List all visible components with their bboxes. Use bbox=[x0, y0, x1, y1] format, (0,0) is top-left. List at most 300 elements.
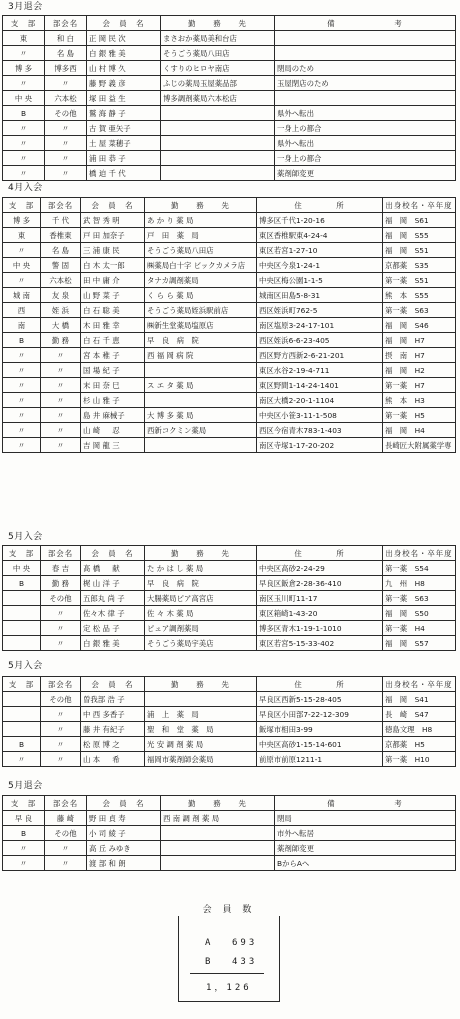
table-cell: 〃 bbox=[41, 423, 81, 438]
table-cell: 〃 bbox=[3, 841, 45, 856]
column-header: 支 部 bbox=[3, 677, 41, 692]
table-cell: 熊 本 H3 bbox=[383, 393, 456, 408]
table-cell: 〃 bbox=[3, 348, 41, 363]
table-cell bbox=[161, 856, 275, 871]
table-cell: 〃 bbox=[41, 348, 81, 363]
table-cell: 博多西 bbox=[45, 61, 87, 76]
table-cell bbox=[3, 692, 41, 707]
table-cell: 摂 南 H7 bbox=[383, 348, 456, 363]
column-header: 部会名 bbox=[45, 16, 87, 31]
table-header-row bbox=[3, 198, 456, 213]
table-cell: 〃 bbox=[41, 636, 81, 651]
table-cell: 早 良 bbox=[3, 811, 45, 826]
table-cell: 勤 務 bbox=[41, 333, 81, 348]
table-row bbox=[3, 348, 456, 363]
table-cell: 佐々木 律 子 bbox=[81, 606, 145, 621]
table-cell: 博 多 bbox=[3, 61, 45, 76]
table-row bbox=[3, 363, 456, 378]
table-row bbox=[3, 752, 456, 767]
table-cell bbox=[145, 438, 257, 453]
table-cell: 南 bbox=[3, 318, 41, 333]
table-cell: 姪 浜 bbox=[41, 303, 81, 318]
table-cell: 白 銀 雅 美 bbox=[87, 46, 161, 61]
table-header-row bbox=[3, 796, 456, 811]
table-cell: 勤 務 bbox=[41, 576, 81, 591]
table-cell: B bbox=[3, 106, 45, 121]
table-cell: 〃 bbox=[41, 393, 81, 408]
count-b-value: 433 bbox=[232, 957, 258, 967]
table-cell: その他 bbox=[45, 826, 87, 841]
table-cell: 市外へ転居 bbox=[275, 826, 456, 841]
table-row bbox=[3, 151, 456, 166]
column-header: 部会名 bbox=[41, 546, 81, 561]
table-cell: B bbox=[3, 333, 41, 348]
table-row bbox=[3, 273, 456, 288]
table-cell: 中央区小笹3-11-1-508 bbox=[257, 408, 383, 423]
table-row bbox=[3, 121, 456, 136]
table-cell: 戸 田 加奈子 bbox=[81, 228, 145, 243]
table-cell: 曽我部 浩 子 bbox=[81, 692, 145, 707]
table-cell: 名 島 bbox=[41, 243, 81, 258]
table-cell: 塚 田 益 生 bbox=[87, 91, 161, 106]
table-row bbox=[3, 46, 456, 61]
table-cell: 中央区今泉1-24-1 bbox=[257, 258, 383, 273]
table-cell bbox=[3, 636, 41, 651]
count-a-label: A bbox=[205, 938, 214, 948]
table-cell bbox=[3, 591, 41, 606]
table-cell: くすりのヒロヤ南店 bbox=[161, 61, 275, 76]
table-cell: ㈱新生堂薬局塩原店 bbox=[145, 318, 257, 333]
table-cell: BからAへ bbox=[275, 856, 456, 871]
table-cell: 中 央 bbox=[3, 258, 41, 273]
column-header: 会 員 名 bbox=[81, 677, 145, 692]
table-cell: ㈱薬局白十字 ビックカメラ店 bbox=[145, 258, 257, 273]
table-row bbox=[3, 636, 456, 651]
table-row bbox=[3, 303, 456, 318]
table-cell: 東区香椎駅東4-24-4 bbox=[257, 228, 383, 243]
table-cell: 県外へ転出 bbox=[275, 106, 456, 121]
table-cell bbox=[161, 106, 275, 121]
table-cell: 〃 bbox=[3, 423, 41, 438]
table-cell bbox=[3, 722, 41, 737]
table-row bbox=[3, 408, 456, 423]
column-header: 会 員 名 bbox=[87, 16, 161, 31]
table-header-row bbox=[3, 546, 456, 561]
table-cell: 東 bbox=[3, 31, 45, 46]
table-cell: 〃 bbox=[3, 856, 45, 871]
table-cell: 長 崎 S47 bbox=[383, 707, 456, 722]
table-cell: 前原市前原1211-1 bbox=[257, 752, 383, 767]
table-cell: 京都薬 S35 bbox=[383, 258, 456, 273]
table-header-row bbox=[3, 677, 456, 692]
table-cell: 南区寺塚1-17-20-202 bbox=[257, 438, 383, 453]
table-cell: 〃 bbox=[3, 151, 45, 166]
column-header: 住 所 bbox=[257, 198, 383, 213]
table-cell: 中央区高砂2-24-29 bbox=[257, 561, 383, 576]
table-may-leave bbox=[2, 795, 456, 871]
table-cell bbox=[275, 91, 456, 106]
table-cell: 山 崎 忍 bbox=[81, 423, 145, 438]
column-header: 勤 務 先 bbox=[161, 16, 275, 31]
table-cell: 福 岡 S50 bbox=[383, 606, 456, 621]
table-row bbox=[3, 856, 456, 871]
table-cell: B bbox=[3, 576, 41, 591]
column-header: 支 部 bbox=[3, 796, 45, 811]
table-cell: 福 岡 S55 bbox=[383, 228, 456, 243]
table-cell: 香椎東 bbox=[41, 228, 81, 243]
table-cell: 福 岡 S51 bbox=[383, 243, 456, 258]
table-cell: 薬剤師変更 bbox=[275, 166, 456, 181]
column-header: 備 考 bbox=[275, 16, 456, 31]
table-cell: そうごう薬局姪浜駅前店 bbox=[145, 303, 257, 318]
table-cell: 古 賀 亜矢子 bbox=[87, 121, 161, 136]
table-cell: 宮 本 稚 子 bbox=[81, 348, 145, 363]
table-cell: そうごう薬局八田店 bbox=[145, 243, 257, 258]
table-row bbox=[3, 61, 456, 76]
table-row bbox=[3, 288, 456, 303]
table-cell: 西新コクミン薬局 bbox=[145, 423, 257, 438]
table-row bbox=[3, 606, 456, 621]
table-cell: 京都薬 H5 bbox=[383, 737, 456, 752]
table-cell: 〃 bbox=[41, 737, 81, 752]
table-row bbox=[3, 243, 456, 258]
table-row bbox=[3, 106, 456, 121]
table-cell: 大 橋 bbox=[41, 318, 81, 333]
column-header: 支 部 bbox=[3, 546, 41, 561]
column-header: 部会名 bbox=[41, 677, 81, 692]
table-cell: まさおか薬局美和台店 bbox=[161, 31, 275, 46]
table-cell bbox=[275, 31, 456, 46]
table-cell: 福 岡 H2 bbox=[383, 363, 456, 378]
member-count-title: 会 員 数 bbox=[178, 904, 280, 916]
table-cell: 早良区西新5-15-28-405 bbox=[257, 692, 383, 707]
table-cell: 一身上の都合 bbox=[275, 151, 456, 166]
table-cell: 〃 bbox=[3, 46, 45, 61]
table-cell bbox=[161, 121, 275, 136]
table-row bbox=[3, 91, 456, 106]
table-cell: 福 岡 S57 bbox=[383, 636, 456, 651]
column-header: 住 所 bbox=[257, 677, 383, 692]
table-cell: 〃 bbox=[3, 408, 41, 423]
table-cell: 小 司 綾 子 bbox=[87, 826, 161, 841]
table-cell bbox=[275, 46, 456, 61]
table-cell: 〃 bbox=[3, 136, 45, 151]
table-row bbox=[3, 722, 456, 737]
table-cell: そうごう薬局宇美店 bbox=[145, 636, 257, 651]
table-cell: 九 州 H8 bbox=[383, 576, 456, 591]
table-cell: そうごう薬局八田店 bbox=[161, 46, 275, 61]
table-cell: 長崎匠大附属薬学専 bbox=[383, 438, 456, 453]
table-cell: 〃 bbox=[3, 752, 41, 767]
table-cell: 飯塚市相田3-99 bbox=[257, 722, 383, 737]
table-row bbox=[3, 258, 456, 273]
table-cell: 佐 々 木 薬 局 bbox=[145, 606, 257, 621]
table-cell: 〃 bbox=[41, 752, 81, 767]
table-cell: 正 岡 民 次 bbox=[87, 31, 161, 46]
table-cell: 〃 bbox=[41, 707, 81, 722]
table-cell: 中 西 多香子 bbox=[81, 707, 145, 722]
table-cell: 西区姪浜6-6-23-405 bbox=[257, 333, 383, 348]
column-header: 部会名 bbox=[45, 796, 87, 811]
table-cell bbox=[161, 841, 275, 856]
table-cell: 徳島文理 H8 bbox=[383, 722, 456, 737]
table-cell: その他 bbox=[41, 591, 81, 606]
table-row bbox=[3, 561, 456, 576]
table-cell: 髙 橋 献 bbox=[81, 561, 145, 576]
table-cell: 島 井 麻械子 bbox=[81, 408, 145, 423]
table-cell: 山 野 菜 子 bbox=[81, 288, 145, 303]
table-cell: 城南区田島5-8-31 bbox=[257, 288, 383, 303]
table-cell: 和 白 bbox=[45, 31, 87, 46]
column-header: 会 員 名 bbox=[81, 198, 145, 213]
table-cell: 春 吉 bbox=[41, 561, 81, 576]
table-cell: 木 田 雅 幸 bbox=[81, 318, 145, 333]
table-cell: 浦 上 薬 局 bbox=[145, 707, 257, 722]
table-cell: 閉局のため bbox=[275, 61, 456, 76]
column-header: 部会名 bbox=[41, 198, 81, 213]
table-row bbox=[3, 707, 456, 722]
table-cell: 熊 本 S55 bbox=[383, 288, 456, 303]
table-cell: 白 銀 雅 美 bbox=[81, 636, 145, 651]
table-cell bbox=[145, 363, 257, 378]
table-cell: 光 安 調 剤 薬 局 bbox=[145, 737, 257, 752]
table-cell: 末 田 奈 巳 bbox=[81, 378, 145, 393]
table-cell: 武 智 秀 明 bbox=[81, 213, 145, 228]
table-cell: 西区今宿青木783-1-403 bbox=[257, 423, 383, 438]
table-row bbox=[3, 692, 456, 707]
table-cell: 博多調剤薬局六本松店 bbox=[161, 91, 275, 106]
table-cell: 橋 迫 千 代 bbox=[87, 166, 161, 181]
table-cell: 第一薬 H4 bbox=[383, 621, 456, 636]
column-header: 備 考 bbox=[275, 796, 456, 811]
table-cell: 福 岡 H4 bbox=[383, 423, 456, 438]
table-cell: その他 bbox=[41, 692, 81, 707]
table-cell: 早良区飯倉2-28-36-410 bbox=[257, 576, 383, 591]
table-cell: 閉局 bbox=[275, 811, 456, 826]
table-row bbox=[3, 333, 456, 348]
table-cell: 第一薬 S51 bbox=[383, 273, 456, 288]
table-cell: 〃 bbox=[41, 363, 81, 378]
table-mar-leave bbox=[2, 15, 456, 181]
table-cell: 杉 山 雅 子 bbox=[81, 393, 145, 408]
table-cell: た か は し 薬 局 bbox=[145, 561, 257, 576]
table-cell: 戸 田 薬 局 bbox=[145, 228, 257, 243]
table-cell: 藤 野 義 彦 bbox=[87, 76, 161, 91]
table-cell: 福岡市薬剤師会薬局 bbox=[145, 752, 257, 767]
table-cell: 第一薬 H10 bbox=[383, 752, 456, 767]
section-title-apr-join: 4月入会 bbox=[8, 183, 43, 193]
table-cell: 第一薬 H7 bbox=[383, 378, 456, 393]
table-cell: 〃 bbox=[41, 378, 81, 393]
table-cell: く ら ら 薬 局 bbox=[145, 288, 257, 303]
table-cell: 〃 bbox=[45, 76, 87, 91]
table-row bbox=[3, 811, 456, 826]
table-cell: 浦 田 恭 子 bbox=[87, 151, 161, 166]
table-cell: 吉 岡 龍 三 bbox=[81, 438, 145, 453]
table-cell: 友 泉 bbox=[41, 288, 81, 303]
table-cell: 白 石 聡 美 bbox=[81, 303, 145, 318]
table-cell: 〃 bbox=[41, 438, 81, 453]
section-title-may-leave: 5月退会 bbox=[8, 781, 43, 791]
table-cell: 博多区青木1-19-1-1010 bbox=[257, 621, 383, 636]
table-cell: 第一薬 S63 bbox=[383, 303, 456, 318]
table-cell: ピュア調剤薬局 bbox=[145, 621, 257, 636]
count-a-value: 693 bbox=[232, 938, 258, 948]
table-cell: 南区大橋2-20-1-1104 bbox=[257, 393, 383, 408]
table-row bbox=[3, 591, 456, 606]
table-cell: 土 屋 菜穂子 bbox=[87, 136, 161, 151]
table-row bbox=[3, 76, 456, 91]
column-header: 勤 務 先 bbox=[145, 546, 257, 561]
table-header-row bbox=[3, 16, 456, 31]
table-cell: 第一薬 S63 bbox=[383, 591, 456, 606]
section-title-mar-leave: 3月退会 bbox=[8, 2, 43, 12]
table-cell: 東区野間1-14-24-1401 bbox=[257, 378, 383, 393]
table-cell: 〃 bbox=[41, 621, 81, 636]
table-row bbox=[3, 438, 456, 453]
table-row bbox=[3, 841, 456, 856]
count-divider bbox=[190, 973, 264, 974]
count-total: 1，126 bbox=[206, 983, 252, 993]
table-cell: 西 bbox=[3, 303, 41, 318]
table-cell: 聖 和 堂 薬 局 bbox=[145, 722, 257, 737]
table-row bbox=[3, 423, 456, 438]
table-cell: 白 石 千 恵 bbox=[81, 333, 145, 348]
table-cell: 〃 bbox=[3, 243, 41, 258]
table-cell: 福 岡 S41 bbox=[383, 692, 456, 707]
table-cell: 〃 bbox=[3, 378, 41, 393]
table-cell: 六本松 bbox=[41, 273, 81, 288]
table-cell: 東区箱崎1-43-20 bbox=[257, 606, 383, 621]
table-cell: 一身上の都合 bbox=[275, 121, 456, 136]
table-cell bbox=[145, 393, 257, 408]
table-cell: 南区玉川町11-17 bbox=[257, 591, 383, 606]
table-cell: 野 田 貞 寿 bbox=[87, 811, 161, 826]
table-cell: 中央区高砂1-15-14-601 bbox=[257, 737, 383, 752]
table-cell: 梶 山 洋 子 bbox=[81, 576, 145, 591]
table-cell: 福 岡 H7 bbox=[383, 333, 456, 348]
table-row bbox=[3, 826, 456, 841]
table-cell: 第一薬 H5 bbox=[383, 408, 456, 423]
table-row bbox=[3, 31, 456, 46]
table-cell: B bbox=[3, 737, 41, 752]
section-title-may-join-1: 5月入会 bbox=[8, 532, 43, 542]
table-cell: 〃 bbox=[45, 166, 87, 181]
column-header: 出身校名・卒年度 bbox=[383, 198, 456, 213]
table-cell: 六本松 bbox=[45, 91, 87, 106]
table-cell bbox=[3, 621, 41, 636]
column-header: 会 員 名 bbox=[87, 796, 161, 811]
table-may-join-1 bbox=[2, 545, 456, 651]
table-cell: 〃 bbox=[3, 438, 41, 453]
table-cell: 千 代 bbox=[41, 213, 81, 228]
table-cell: 〃 bbox=[3, 273, 41, 288]
table-cell: 山 村 博 久 bbox=[87, 61, 161, 76]
table-cell: 博 多 bbox=[3, 213, 41, 228]
table-cell: 田 中 庸 介 bbox=[81, 273, 145, 288]
table-cell: 高 丘 みゆき bbox=[87, 841, 161, 856]
table-row bbox=[3, 213, 456, 228]
table-may-join-2 bbox=[2, 676, 456, 767]
table-cell: 福 岡 S61 bbox=[383, 213, 456, 228]
column-header: 住 所 bbox=[257, 546, 383, 561]
table-cell: 〃 bbox=[45, 121, 87, 136]
table-cell: 大腸薬局ピア高宮店 bbox=[145, 591, 257, 606]
table-cell: 東区若宮5-15-33-402 bbox=[257, 636, 383, 651]
table-cell: 鷲 海 静 子 bbox=[87, 106, 161, 121]
table-cell: 中 央 bbox=[3, 91, 45, 106]
table-cell: 〃 bbox=[3, 121, 45, 136]
table-cell: 大 博 多 薬 局 bbox=[145, 408, 257, 423]
table-cell: 早 良 病 院 bbox=[145, 576, 257, 591]
table-cell: 〃 bbox=[3, 393, 41, 408]
table-row bbox=[3, 378, 456, 393]
table-cell: 西 福 岡 病 院 bbox=[145, 348, 257, 363]
table-cell: 城 南 bbox=[3, 288, 41, 303]
table-cell: 薬剤師変更 bbox=[275, 841, 456, 856]
table-cell: 西 南 調 剤 薬 局 bbox=[161, 811, 275, 826]
table-cell: 南区塩原3-24-17-101 bbox=[257, 318, 383, 333]
table-cell: 〃 bbox=[3, 363, 41, 378]
column-header: 勤 務 先 bbox=[161, 796, 275, 811]
table-cell: 中央区梅公園1-1-5 bbox=[257, 273, 383, 288]
table-row bbox=[3, 576, 456, 591]
table-cell bbox=[161, 166, 275, 181]
table-row bbox=[3, 737, 456, 752]
table-row bbox=[3, 393, 456, 408]
table-row bbox=[3, 318, 456, 333]
column-header: 支 部 bbox=[3, 198, 41, 213]
table-cell: 〃 bbox=[45, 841, 87, 856]
table-cell: 五郎丸 尚 子 bbox=[81, 591, 145, 606]
table-cell: 西区姪浜町762-5 bbox=[257, 303, 383, 318]
table-cell: 早良区小田部7-22-12-309 bbox=[257, 707, 383, 722]
column-header: 支 部 bbox=[3, 16, 45, 31]
column-header: 勤 務 先 bbox=[145, 198, 257, 213]
table-cell: ふじの薬局玉屋薬品部 bbox=[161, 76, 275, 91]
table-cell: 〃 bbox=[41, 722, 81, 737]
table-cell: 博多区千代1-20-16 bbox=[257, 213, 383, 228]
table-row bbox=[3, 136, 456, 151]
column-header: 会 員 名 bbox=[81, 546, 145, 561]
table-cell: 〃 bbox=[3, 76, 45, 91]
table-cell bbox=[3, 707, 41, 722]
table-cell bbox=[145, 692, 257, 707]
table-cell: 白 木 太一郎 bbox=[81, 258, 145, 273]
table-row bbox=[3, 621, 456, 636]
table-cell: 玉屋閉店のため bbox=[275, 76, 456, 91]
table-cell: 第一薬 S54 bbox=[383, 561, 456, 576]
table-cell: 松 原 博 之 bbox=[81, 737, 145, 752]
table-cell: タナカ調剤薬局 bbox=[145, 273, 257, 288]
table-cell: 三 浦 康 民 bbox=[81, 243, 145, 258]
table-cell: 西区野方西新2-6-21-201 bbox=[257, 348, 383, 363]
table-cell: ス エ タ 薬 局 bbox=[145, 378, 257, 393]
table-cell bbox=[161, 151, 275, 166]
table-cell: 藤 井 有紀子 bbox=[81, 722, 145, 737]
table-cell: 〃 bbox=[45, 151, 87, 166]
table-cell: 〃 bbox=[3, 166, 45, 181]
table-cell: 〃 bbox=[41, 606, 81, 621]
table-cell: 渡 部 和 朗 bbox=[87, 856, 161, 871]
table-row bbox=[3, 166, 456, 181]
table-cell: 早 良 病 院 bbox=[145, 333, 257, 348]
table-cell: 藤 崎 bbox=[45, 811, 87, 826]
count-b-label: B bbox=[205, 957, 214, 967]
table-cell bbox=[161, 136, 275, 151]
table-cell: その他 bbox=[45, 106, 87, 121]
column-header: 勤 務 先 bbox=[145, 677, 257, 692]
